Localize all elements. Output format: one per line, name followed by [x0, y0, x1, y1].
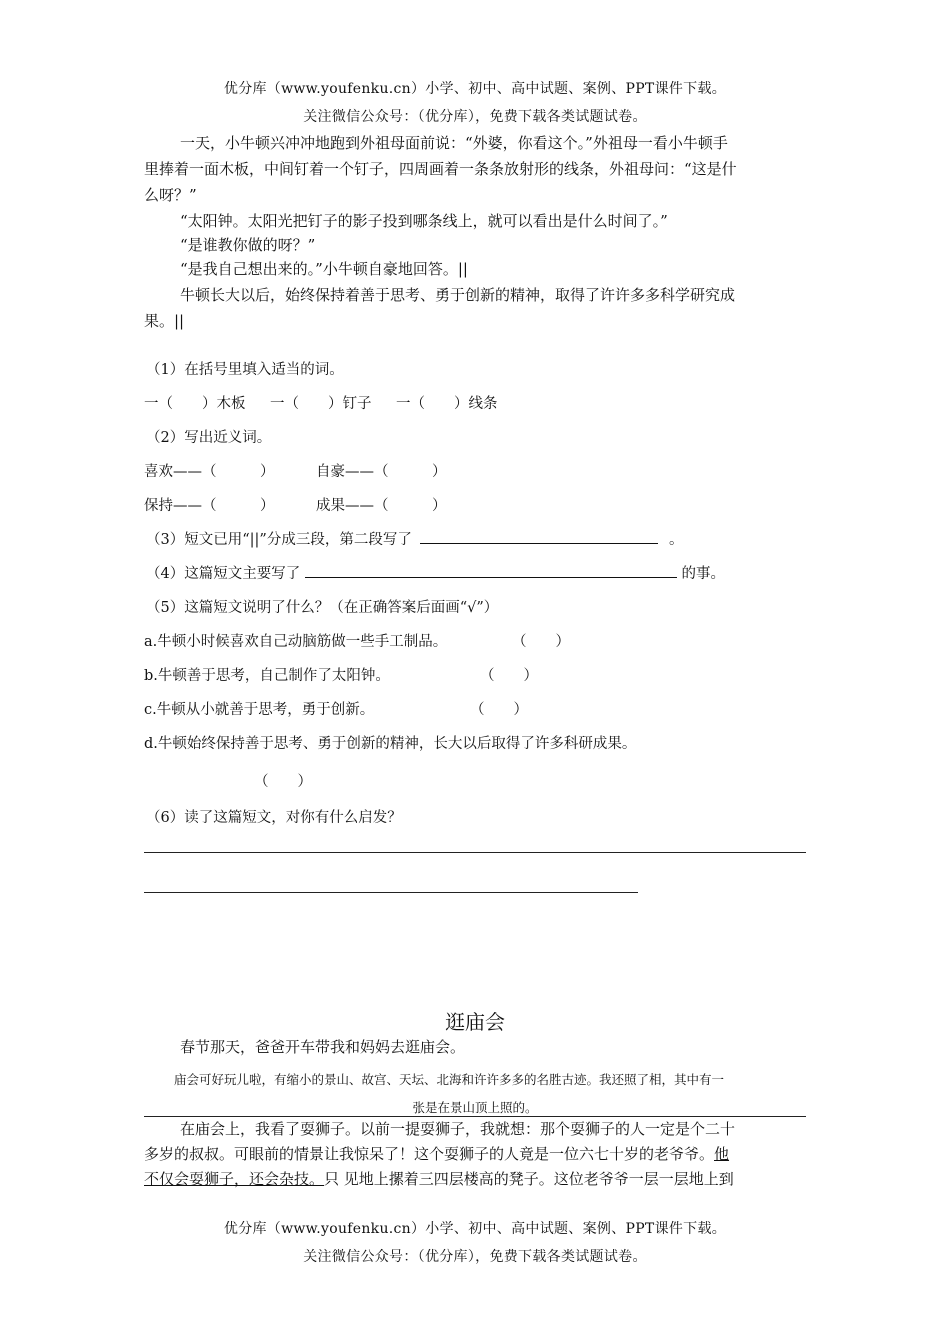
q5-option-b-paren[interactable]: （ ）	[480, 668, 538, 684]
essay-paragraph-3-line-2	[144, 1143, 808, 1164]
q4-answer-blank[interactable]	[305, 563, 677, 578]
essay-divider	[144, 1116, 806, 1117]
essay-paragraph-3-line-1: 在庙会上，我看了耍狮子。以前一提耍狮子，我就想：那个耍狮子的人一定是个二十	[180, 1120, 736, 1138]
story-paragraph-1-line-3: 么呀？”	[144, 186, 197, 204]
q2-item-proud: 自豪——（ ）	[316, 464, 447, 480]
q2-item-keep: 保持——（ ）	[144, 498, 275, 514]
q1-item-nail: 一（ ）钉子	[270, 396, 372, 412]
essay-p3-line-2-text: 多岁的叔叔。可眼前的情景让我惊呆了！这个耍狮子的人竟是一位六七十岁的老爷爷。	[144, 1145, 715, 1163]
q6-answer-line-1[interactable]	[144, 852, 806, 853]
footer-line-1: 优分库（www.youfenku.cn）小学、初中、高中试题、案例、PPT课件下载。	[223, 1221, 727, 1237]
q5-option-a: a.牛顿小时候喜欢自己动脑筋做一些手工制品。	[144, 634, 448, 650]
q3-prefix: （3）短文已用“||”分成三段，第二段写了	[146, 532, 412, 548]
q5-option-d: d.牛顿始终保持善于思考、勇于创新的精神，长大以后取得了许多科研成果。	[144, 736, 637, 752]
essay-paragraph-2-line-1: 庙会可好玩儿啦，有缩小的景山、故宫、天坛、北海和许许多多的名胜古迹。我还照了相，其中有一	[174, 1072, 725, 1087]
q5-option-c-paren[interactable]: （ ）	[470, 702, 528, 718]
q4-prefix: （4）这篇短文主要写了	[146, 566, 301, 582]
question-5: （5）这篇短文说明了什么？（在正确答案后面画“√”）	[146, 600, 499, 616]
story-paragraph-2: “太阳钟。太阳光把钉子的影子投到哪条线上，就可以看出是什么时间了。”	[180, 212, 668, 230]
story-paragraph-4: “是我自己想出来的。”小牛顿自豪地回答。||	[180, 260, 468, 278]
essay-paragraph-3-line-3	[144, 1168, 808, 1189]
question-2: （2）写出近义词。	[146, 430, 272, 446]
q6-answer-line-2[interactable]	[144, 892, 638, 893]
q5-option-c: c.牛顿从小就善于思考，勇于创新。	[144, 702, 375, 718]
story-paragraph-1-line-1: 一天，小牛顿兴冲冲地跑到外祖母面前说：“外婆，你看这个。”外祖母一看小牛顿手	[180, 134, 728, 152]
q5-option-d-paren[interactable]: （ ）	[254, 774, 312, 790]
q3-suffix: 。	[669, 532, 684, 548]
essay-title: 逛庙会	[445, 1010, 505, 1034]
essay-p3-line-3-text: 只 见地上摞着三四层楼高的凳子。这位老爷爷一层一层地上到	[324, 1170, 734, 1188]
header-line-1: 优分库（www.youfenku.cn）小学、初中、高中试题、案例、PPT课件下载。	[223, 81, 727, 97]
essay-paragraph-1: 春节那天，爸爸开车带我和妈妈去逛庙会。	[180, 1038, 466, 1056]
essay-underlined-sentence-end: 不仅会耍狮子，还会杂技。	[144, 1170, 325, 1188]
q5-option-b: b.牛顿善于思考，自己制作了太阳钟。	[144, 668, 390, 684]
q5-option-a-paren[interactable]: （ ）	[512, 634, 570, 650]
q2-item-like: 喜欢——（ ）	[144, 464, 275, 480]
q1-item-wood: 一（ ）木板	[144, 396, 246, 412]
question-3	[146, 528, 684, 549]
q2-item-result: 成果——（ ）	[316, 498, 447, 514]
story-paragraph-5-line-1: 牛顿长大以后，始终保持着善于思考、勇于创新的精神，取得了许许多多科学研究成	[180, 286, 736, 304]
question-6: （6）读了这篇短文，对你有什么启发？	[146, 810, 402, 826]
question-4	[146, 562, 725, 583]
q4-suffix: 的事。	[681, 566, 725, 582]
essay-paragraph-2-line-2: 张是在景山顶上照的。	[412, 1100, 538, 1115]
story-paragraph-3: “是谁教你做的呀？”	[180, 236, 316, 254]
q1-item-lines: 一（ ）线条	[396, 396, 498, 412]
header-line-2: 关注微信公众号：（优分库），免费下载各类试题试卷。	[303, 109, 647, 125]
question-1: （1）在括号里填入适当的词。	[146, 362, 344, 378]
story-paragraph-1-line-2: 里捧着一面木板，中间钉着一个钉子，四周画着一条条放射形的线条，外祖母问：“这是什	[144, 160, 737, 178]
footer-line-2: 关注微信公众号：（优分库），免费下载各类试题试卷。	[303, 1249, 647, 1265]
essay-underlined-sentence-start: 他	[714, 1145, 730, 1163]
story-paragraph-5-line-2: 果。||	[144, 312, 185, 330]
q3-answer-blank[interactable]	[420, 529, 658, 544]
